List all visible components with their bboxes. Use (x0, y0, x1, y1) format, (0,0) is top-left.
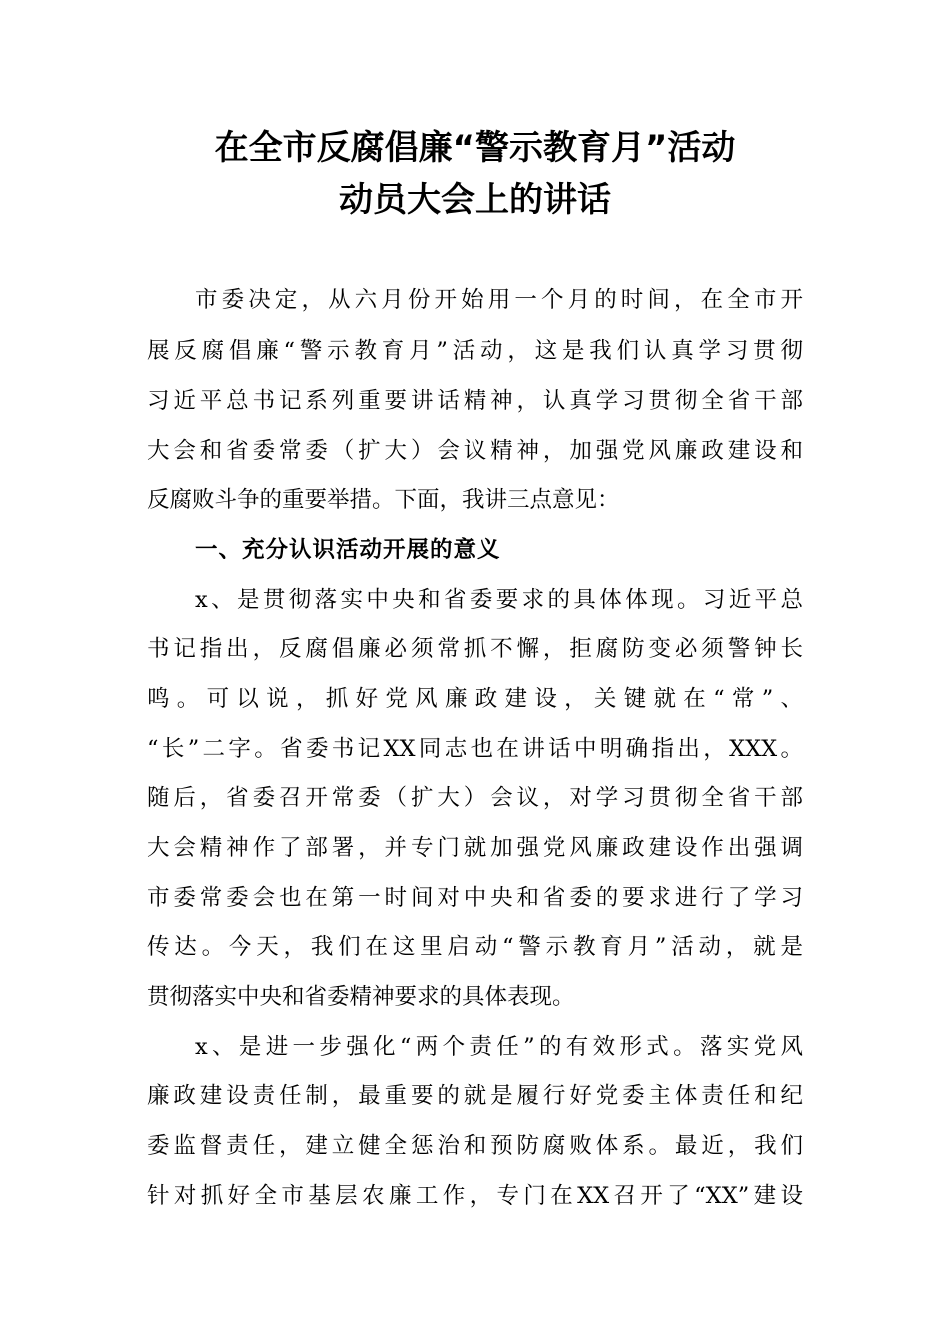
paragraph-line: 随后，省委召开常委（扩大）会议，对学习贯彻全省干部 (147, 785, 803, 811)
paragraph-line: 大会和省委常委（扩大）会议精神，加强党风廉政建设和 (147, 438, 803, 464)
paragraph-line: 书记指出，反腐倡廉必须常抓不懈，拒腐防变必须警钟长 (147, 636, 803, 662)
paragraph-line: 针对抓好全市基层农廉工作，专门在XX召开了“XX”建设 (147, 1183, 803, 1209)
paragraph-line: 展反腐倡廉“警示教育月”活动，这是我们认真学习贯彻 (147, 338, 803, 364)
paragraph-line: “长”二字。省委书记XX同志也在讲话中明确指出，XXX。 (147, 736, 803, 762)
paragraph-line: 反腐败斗争的重要举措。下面，我讲三点意见： (147, 487, 620, 513)
paragraph-line: 传达。今天，我们在这里启动“警示教育月”活动，就是 (147, 934, 803, 960)
section-heading: 一、充分认识活动开展的意义 (195, 537, 501, 563)
paragraph-line: 贯彻落实中央和省委精神要求的具体表现。 (147, 984, 575, 1010)
paragraph-line: 市委常委会也在第一时间对中央和省委的要求进行了学习 (147, 885, 803, 911)
paragraph-line: 市委决定，从六月份开始用一个月的时间，在全市开 (195, 287, 803, 313)
paragraph-line: x、是进一步强化“两个责任”的有效形式。落实党风 (195, 1034, 803, 1060)
paragraph-line: x、是贯彻落实中央和省委要求的具体体现。习近平总 (195, 587, 803, 613)
paragraph-line: 鸣。可以说，抓好党风廉政建设，关键就在“常”、 (147, 686, 803, 712)
paragraph-line: 大会精神作了部署，并专门就加强党风廉政建设作出强调 (147, 835, 803, 861)
paragraph-line: 委监督责任，建立健全惩治和预防腐败体系。最近，我们 (147, 1133, 803, 1159)
document-title-line-2: 动员大会上的讲话 (339, 180, 611, 220)
paragraph-line: 廉政建设责任制，最重要的就是履行好党委主体责任和纪 (147, 1083, 803, 1109)
paragraph-line: 习近平总书记系列重要讲话精神，认真学习贯彻全省干部 (147, 388, 803, 414)
document-title-line-1: 在全市反腐倡廉“警示教育月”活动 (214, 128, 736, 168)
